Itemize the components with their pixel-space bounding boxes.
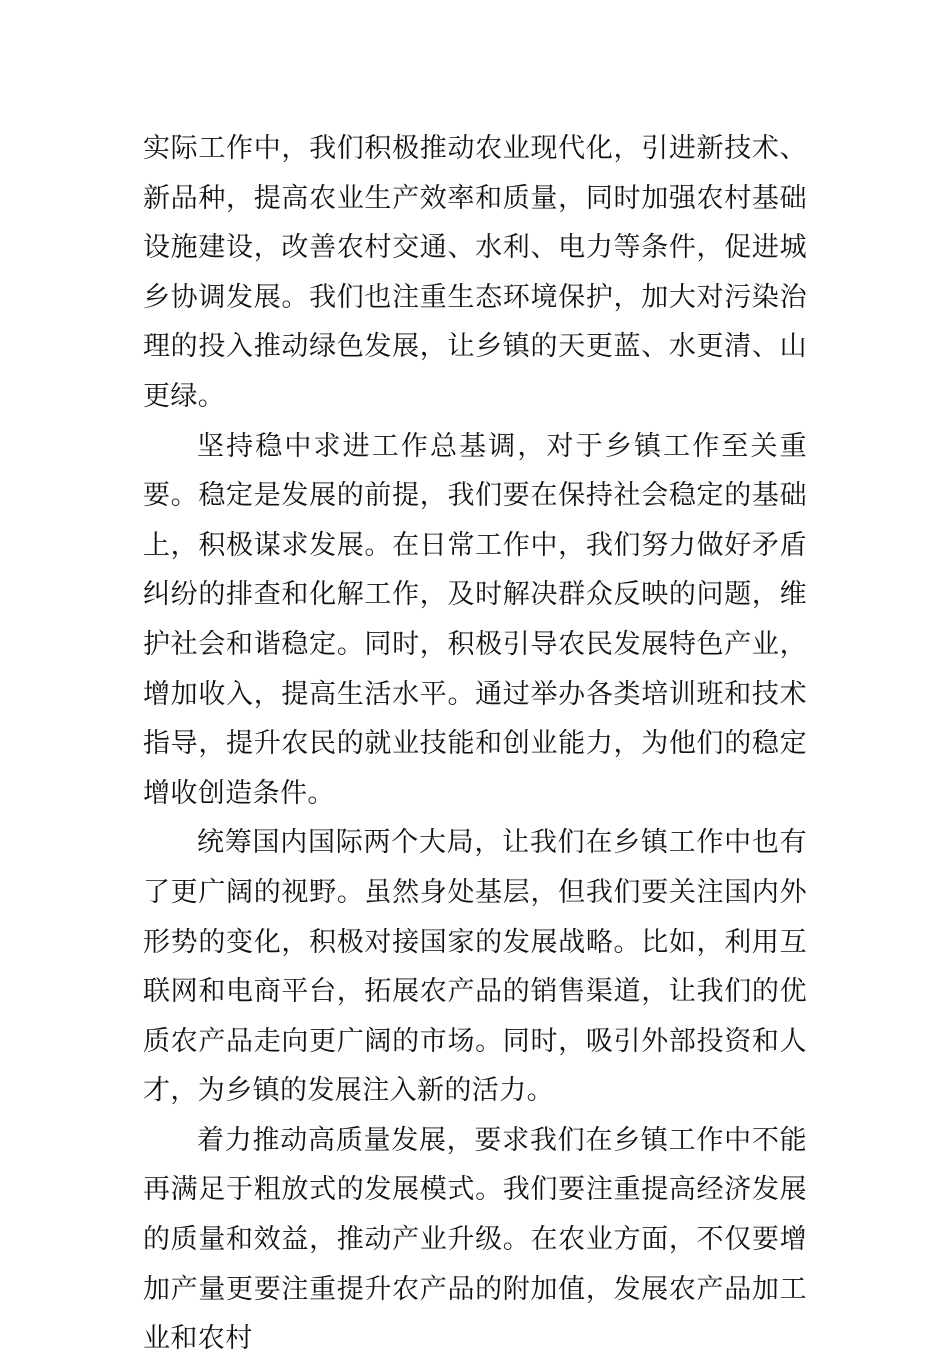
- paragraph-3: 统筹国内国际两个大局，让我们在乡镇工作中也有了更广阔的视野。虽然身处基层，但我们要关注国内外形势的变化，积极对接国家的发展战略。比如，利用互联网和电商平台，拓展农产品的销售渠道，让我们的优质农产品走向更广阔的市场。同时，吸引外部投资和人才，为乡镇的发展注入新的活力。: [143, 827, 807, 1107]
- paragraph-1: 实际工作中，我们积极推动农业现代化，引进新技术、新品种，提高农业生产效率和质量，同时加强农村基础设施建设，改善农村交通、水利、电力等条件，促进城乡协调发展。我们也注重生态环境保护，加大对污染治理的投入推动绿色发展，让乡镇的天更蓝、水更清、山更绿。: [143, 133, 807, 412]
- document-body: [143, 124, 807, 1364]
- paragraph-4: 着力推动高质量发展，要求我们在乡镇工作中不能再满足于粗放式的发展模式。我们要注重提高经济发展的质量和效益，推动产业升级。在农业方面，不仅要增加产量更要注重提升农产品的附加值，发展农产品加工业和农村: [143, 1124, 807, 1355]
- paragraph-2: 坚持稳中求进工作总基调，对于乡镇工作至关重要。稳定是发展的前提，我们要在保持社会稳定的基础上，积极谋求发展。在日常工作中，我们努力做好矛盾纠纷的排查和化解工作，及时解决群众反映的问题，维护社会和谐稳定。同时，积极引导农民发展特色产业，增加收入，提高生活水平。通过举办各类培训班和技术指导，提升农民的就业技能和创业能力，为他们的稳定增收创造条件。: [143, 430, 807, 809]
